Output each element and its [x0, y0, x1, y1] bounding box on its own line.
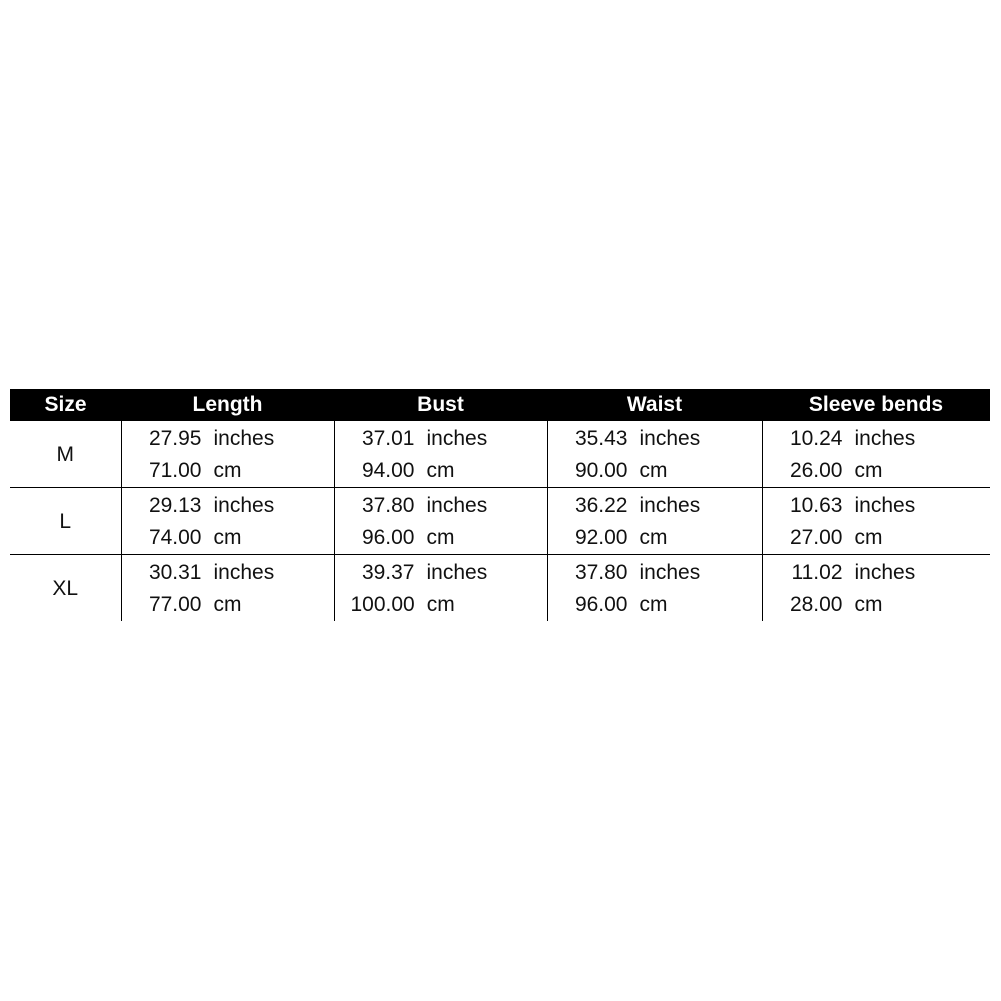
header-row	[10, 389, 990, 421]
bust-inches-cell	[334, 555, 547, 590]
length-inches-cell	[121, 421, 334, 455]
waist-cm-value: 90.00	[574, 459, 628, 482]
size-label: XL	[10, 555, 121, 622]
unit-cm: cm	[426, 526, 455, 549]
unit-inches: inches	[213, 427, 275, 450]
length-cm-cell	[121, 522, 334, 555]
sleeve-inches-cell	[762, 555, 990, 590]
unit-cm: cm	[213, 526, 242, 549]
bust-cm-cell	[334, 589, 547, 621]
length-inches-cell	[121, 488, 334, 523]
waist-cm-cell	[547, 522, 762, 555]
unit-cm: cm	[639, 459, 668, 482]
sleeve-inches-value: 10.63	[789, 494, 843, 517]
sleeve-cm-cell	[762, 589, 990, 621]
sleeve-inches-cell	[762, 421, 990, 455]
length-cm-value: 77.00	[148, 593, 202, 616]
waist-cm-cell	[547, 589, 762, 621]
bust-cm-value: 100.00	[350, 593, 415, 616]
table-row	[10, 555, 990, 590]
table-row	[10, 488, 990, 523]
unit-inches: inches	[426, 427, 488, 450]
unit-cm: cm	[854, 526, 883, 549]
unit-cm: cm	[213, 459, 242, 482]
bust-inches-cell	[334, 488, 547, 523]
waist-cm-value: 92.00	[574, 526, 628, 549]
sleeve-cm-cell	[762, 455, 990, 488]
table-row	[10, 455, 990, 488]
sleeve-cm-value: 26.00	[789, 459, 843, 482]
unit-cm: cm	[854, 593, 883, 616]
unit-inches: inches	[639, 494, 701, 517]
header-size: Size	[10, 389, 121, 421]
waist-cm-value: 96.00	[574, 593, 628, 616]
size-label: M	[56, 443, 74, 466]
unit-cm: cm	[639, 526, 668, 549]
header-waist: Waist	[547, 389, 762, 421]
sleeve-cm-cell	[762, 522, 990, 555]
table-row	[10, 589, 990, 621]
unit-inches: inches	[639, 561, 701, 584]
unit-inches: inches	[639, 427, 701, 450]
sleeve-cm-value: 28.00	[789, 593, 843, 616]
waist-cm-cell	[547, 455, 762, 488]
unit-cm: cm	[213, 593, 242, 616]
unit-cm: cm	[854, 459, 883, 482]
length-inches-cell	[121, 555, 334, 590]
length-cm-value: 74.00	[148, 526, 202, 549]
waist-inches-cell	[547, 421, 762, 455]
size-chart-header	[10, 389, 990, 421]
unit-inches: inches	[426, 494, 488, 517]
size-chart-table	[10, 389, 990, 621]
unit-inches: inches	[213, 561, 275, 584]
bust-inches-cell	[334, 421, 547, 455]
unit-cm: cm	[639, 593, 668, 616]
unit-cm: cm	[426, 593, 455, 616]
header-length: Length	[121, 389, 334, 421]
length-inches-value: 27.95	[148, 427, 202, 450]
waist-inches-cell	[547, 488, 762, 523]
size-chart-body	[10, 421, 990, 621]
unit-inches: inches	[426, 561, 488, 584]
length-cm-cell	[121, 589, 334, 621]
sleeve-inches-cell	[762, 488, 990, 523]
length-inches-value: 30.31	[148, 561, 202, 584]
bust-inches-value: 39.37	[361, 561, 415, 584]
size-label: L	[10, 488, 121, 555]
table-row	[10, 522, 990, 555]
table-row	[10, 421, 990, 455]
bust-inches-value: 37.80	[361, 494, 415, 517]
waist-inches-cell	[547, 555, 762, 590]
waist-inches-value: 36.22	[574, 494, 628, 517]
sleeve-inches-value: 10.24	[789, 427, 843, 450]
waist-inches-value: 35.43	[574, 427, 628, 450]
unit-inches: inches	[854, 494, 916, 517]
bust-cm-value: 96.00	[361, 526, 415, 549]
header-bust: Bust	[334, 389, 547, 421]
bust-cm-cell	[334, 455, 547, 488]
unit-inches: inches	[854, 561, 916, 584]
length-cm-cell	[121, 455, 334, 488]
unit-cm: cm	[426, 459, 455, 482]
header-sleeve-bends: Sleeve bends	[762, 389, 990, 421]
unit-inches: inches	[854, 427, 916, 450]
length-cm-value: 71.00	[148, 459, 202, 482]
bust-cm-value: 94.00	[361, 459, 415, 482]
length-inches-value: 29.13	[148, 494, 202, 517]
waist-inches-value: 37.80	[574, 561, 628, 584]
unit-inches: inches	[213, 494, 275, 517]
sleeve-cm-value: 27.00	[789, 526, 843, 549]
sleeve-inches-value: 11.02	[791, 561, 843, 584]
bust-cm-cell	[334, 522, 547, 555]
bust-inches-value: 37.01	[361, 427, 415, 450]
